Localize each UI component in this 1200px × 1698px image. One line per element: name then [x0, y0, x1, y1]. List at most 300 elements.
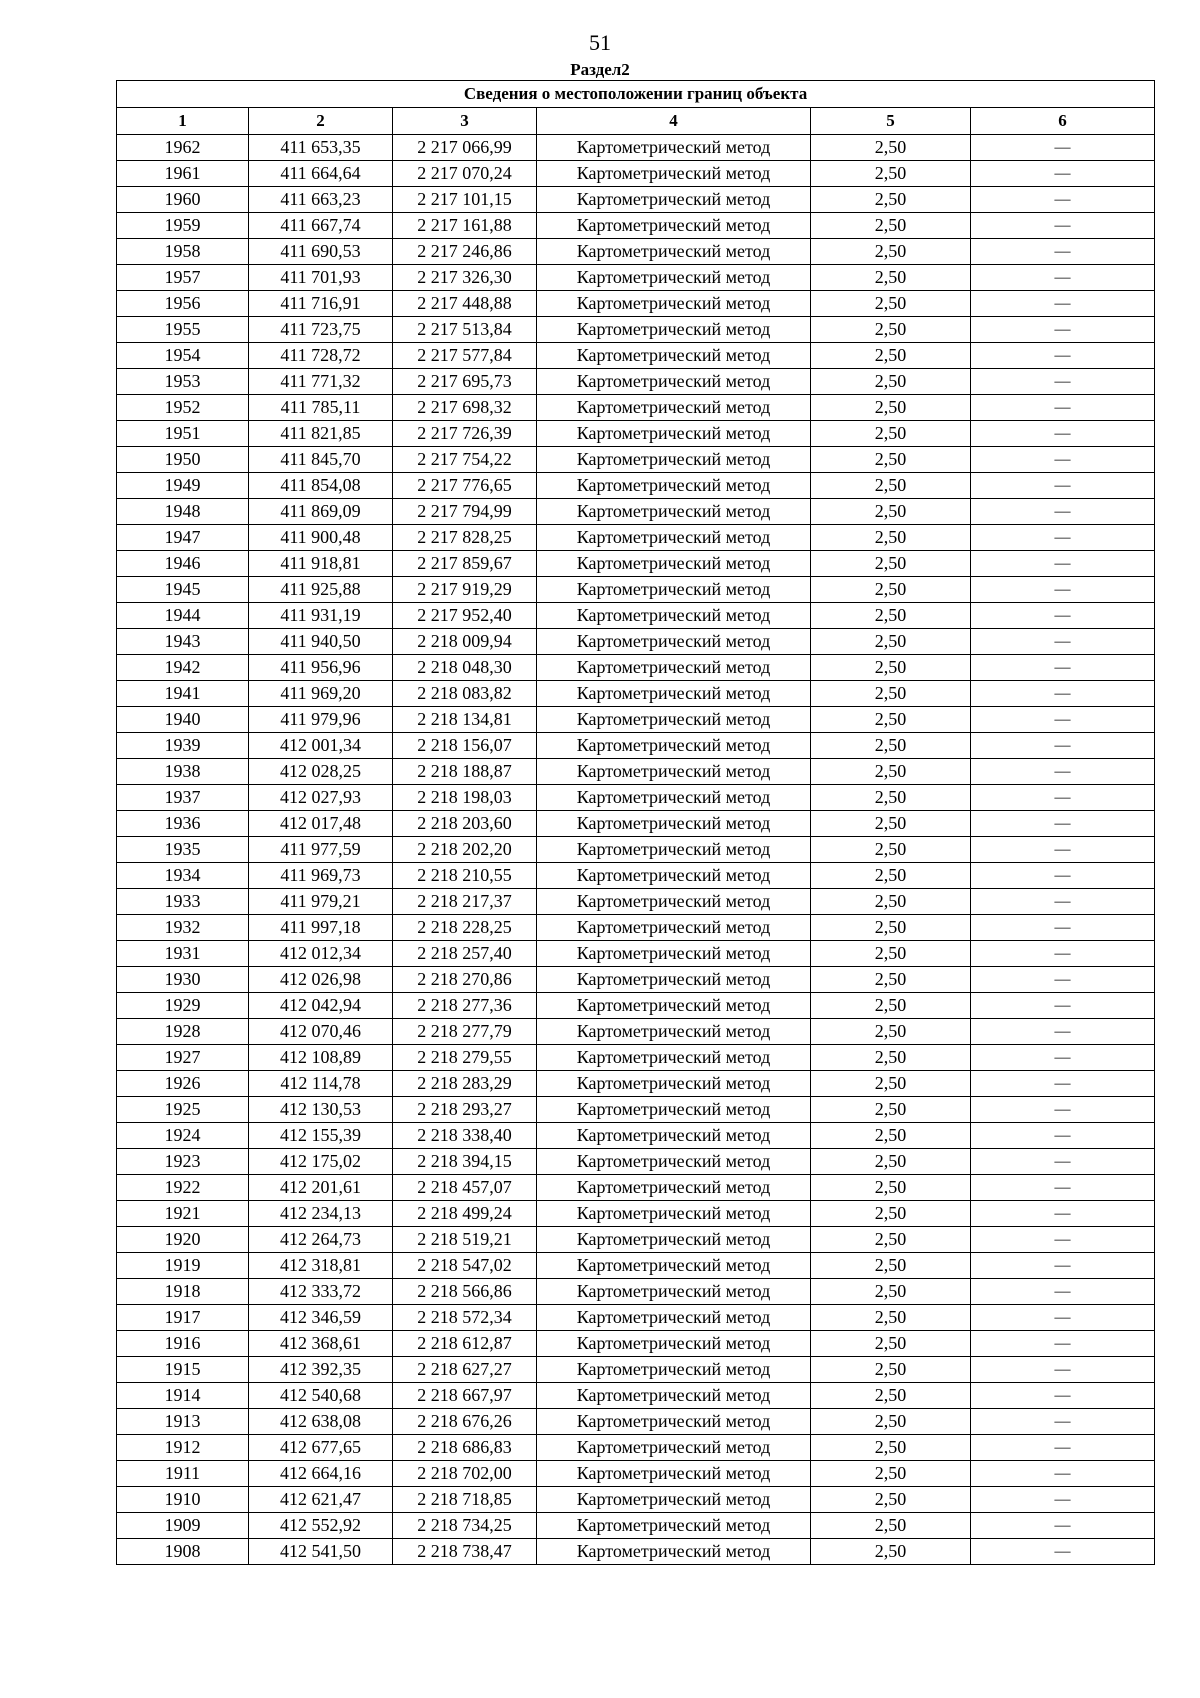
x-coordinate-cell: 411 821,85 — [249, 421, 393, 447]
method-cell: Картометрический метод — [537, 889, 811, 915]
y-coordinate-cell: 2 218 277,36 — [393, 993, 537, 1019]
description-cell: — — [971, 759, 1155, 785]
description-cell: — — [971, 135, 1155, 161]
point-number-cell: 1929 — [117, 993, 249, 1019]
y-coordinate-cell: 2 218 702,00 — [393, 1461, 537, 1487]
x-coordinate-cell: 411 977,59 — [249, 837, 393, 863]
y-coordinate-cell: 2 218 676,26 — [393, 1409, 537, 1435]
method-cell: Картометрический метод — [537, 1201, 811, 1227]
description-cell: — — [971, 1253, 1155, 1279]
table-row — [117, 889, 1155, 915]
point-number-cell: 1959 — [117, 213, 249, 239]
description-cell: — — [971, 577, 1155, 603]
y-coordinate-cell: 2 217 448,88 — [393, 291, 537, 317]
y-coordinate-cell: 2 218 277,79 — [393, 1019, 537, 1045]
accuracy-cell: 2,50 — [811, 1045, 971, 1071]
description-cell: — — [971, 369, 1155, 395]
x-coordinate-cell: 412 552,92 — [249, 1513, 393, 1539]
y-coordinate-cell: 2 218 083,82 — [393, 681, 537, 707]
table-row — [117, 369, 1155, 395]
x-coordinate-cell: 411 997,18 — [249, 915, 393, 941]
x-coordinate-cell: 412 175,02 — [249, 1149, 393, 1175]
method-cell: Картометрический метод — [537, 239, 811, 265]
x-coordinate-cell: 412 028,25 — [249, 759, 393, 785]
accuracy-cell: 2,50 — [811, 1487, 971, 1513]
table-row — [117, 499, 1155, 525]
method-cell: Картометрический метод — [537, 473, 811, 499]
method-cell: Картометрический метод — [537, 525, 811, 551]
table-row — [117, 1097, 1155, 1123]
description-cell: — — [971, 1149, 1155, 1175]
description-cell: — — [971, 551, 1155, 577]
point-number-cell: 1928 — [117, 1019, 249, 1045]
x-coordinate-cell: 412 664,16 — [249, 1461, 393, 1487]
point-number-cell: 1940 — [117, 707, 249, 733]
point-number-cell: 1949 — [117, 473, 249, 499]
x-coordinate-cell: 412 392,35 — [249, 1357, 393, 1383]
accuracy-cell: 2,50 — [811, 291, 971, 317]
table-row — [117, 1487, 1155, 1513]
section-title: Раздел2 — [570, 60, 630, 79]
table-row — [117, 1539, 1155, 1565]
method-cell: Картометрический метод — [537, 785, 811, 811]
x-coordinate-cell: 412 677,65 — [249, 1435, 393, 1461]
point-number-cell: 1935 — [117, 837, 249, 863]
accuracy-cell: 2,50 — [811, 473, 971, 499]
y-coordinate-cell: 2 217 161,88 — [393, 213, 537, 239]
description-cell: — — [971, 785, 1155, 811]
method-cell: Картометрический метод — [537, 759, 811, 785]
point-number-cell: 1960 — [117, 187, 249, 213]
point-number-cell: 1918 — [117, 1279, 249, 1305]
x-coordinate-cell: 412 155,39 — [249, 1123, 393, 1149]
y-coordinate-cell: 2 217 695,73 — [393, 369, 537, 395]
x-coordinate-cell: 412 621,47 — [249, 1487, 393, 1513]
y-coordinate-cell: 2 218 293,27 — [393, 1097, 537, 1123]
accuracy-cell: 2,50 — [811, 1071, 971, 1097]
accuracy-cell: 2,50 — [811, 1513, 971, 1539]
table-row — [117, 343, 1155, 369]
x-coordinate-cell: 411 956,96 — [249, 655, 393, 681]
method-cell: Картометрический метод — [537, 733, 811, 759]
method-cell: Картометрический метод — [537, 343, 811, 369]
y-coordinate-cell: 2 218 572,34 — [393, 1305, 537, 1331]
accuracy-cell: 2,50 — [811, 395, 971, 421]
description-cell: — — [971, 473, 1155, 499]
x-coordinate-cell: 411 653,35 — [249, 135, 393, 161]
accuracy-cell: 2,50 — [811, 681, 971, 707]
accuracy-cell: 2,50 — [811, 577, 971, 603]
column-number: 2 — [249, 108, 393, 135]
x-coordinate-cell: 411 716,91 — [249, 291, 393, 317]
accuracy-cell: 2,50 — [811, 1305, 971, 1331]
description-cell: — — [971, 1019, 1155, 1045]
accuracy-cell: 2,50 — [811, 1227, 971, 1253]
accuracy-cell: 2,50 — [811, 1123, 971, 1149]
method-cell: Картометрический метод — [537, 1045, 811, 1071]
point-number-cell: 1952 — [117, 395, 249, 421]
accuracy-cell: 2,50 — [811, 239, 971, 265]
table-row — [117, 551, 1155, 577]
y-coordinate-cell: 2 217 246,86 — [393, 239, 537, 265]
y-coordinate-cell: 2 217 070,24 — [393, 161, 537, 187]
description-cell: — — [971, 187, 1155, 213]
table-row — [117, 1435, 1155, 1461]
x-coordinate-cell: 411 723,75 — [249, 317, 393, 343]
x-coordinate-cell: 411 969,20 — [249, 681, 393, 707]
accuracy-cell: 2,50 — [811, 967, 971, 993]
y-coordinate-cell: 2 217 776,65 — [393, 473, 537, 499]
method-cell: Картометрический метод — [537, 1279, 811, 1305]
accuracy-cell: 2,50 — [811, 759, 971, 785]
y-coordinate-cell: 2 218 499,24 — [393, 1201, 537, 1227]
x-coordinate-cell: 411 918,81 — [249, 551, 393, 577]
point-number-cell: 1957 — [117, 265, 249, 291]
y-coordinate-cell: 2 218 217,37 — [393, 889, 537, 915]
table-row — [117, 733, 1155, 759]
y-coordinate-cell: 2 218 202,20 — [393, 837, 537, 863]
method-cell: Картометрический метод — [537, 967, 811, 993]
method-cell: Картометрический метод — [537, 1071, 811, 1097]
accuracy-cell: 2,50 — [811, 915, 971, 941]
table-row — [117, 1253, 1155, 1279]
table-row — [117, 1383, 1155, 1409]
y-coordinate-cell: 2 218 612,87 — [393, 1331, 537, 1357]
point-number-cell: 1948 — [117, 499, 249, 525]
point-number-cell: 1914 — [117, 1383, 249, 1409]
accuracy-cell: 2,50 — [811, 1019, 971, 1045]
method-cell: Картометрический метод — [537, 915, 811, 941]
method-cell: Картометрический метод — [537, 1487, 811, 1513]
x-coordinate-cell: 412 017,48 — [249, 811, 393, 837]
x-coordinate-cell: 412 346,59 — [249, 1305, 393, 1331]
accuracy-cell: 2,50 — [811, 733, 971, 759]
description-cell: — — [971, 1175, 1155, 1201]
point-number-cell: 1909 — [117, 1513, 249, 1539]
description-cell: — — [971, 993, 1155, 1019]
y-coordinate-cell: 2 218 738,47 — [393, 1539, 537, 1565]
method-cell: Картометрический метод — [537, 1019, 811, 1045]
description-cell: — — [971, 1331, 1155, 1357]
accuracy-cell: 2,50 — [811, 1175, 971, 1201]
description-cell: — — [971, 1305, 1155, 1331]
accuracy-cell: 2,50 — [811, 1097, 971, 1123]
accuracy-cell: 2,50 — [811, 1383, 971, 1409]
table-row — [117, 915, 1155, 941]
point-number-cell: 1954 — [117, 343, 249, 369]
method-cell: Картометрический метод — [537, 1227, 811, 1253]
accuracy-cell: 2,50 — [811, 265, 971, 291]
description-cell: — — [971, 421, 1155, 447]
description-cell: — — [971, 317, 1155, 343]
table-row — [117, 161, 1155, 187]
table-row — [117, 577, 1155, 603]
accuracy-cell: 2,50 — [811, 1149, 971, 1175]
point-number-cell: 1956 — [117, 291, 249, 317]
x-coordinate-cell: 411 664,64 — [249, 161, 393, 187]
table-row — [117, 1201, 1155, 1227]
accuracy-cell: 2,50 — [811, 135, 971, 161]
x-coordinate-cell: 412 264,73 — [249, 1227, 393, 1253]
description-cell: — — [971, 1435, 1155, 1461]
description-cell: — — [971, 655, 1155, 681]
accuracy-cell: 2,50 — [811, 837, 971, 863]
table-row — [117, 473, 1155, 499]
point-number-cell: 1933 — [117, 889, 249, 915]
column-number: 3 — [393, 108, 537, 135]
accuracy-cell: 2,50 — [811, 447, 971, 473]
description-cell: — — [971, 1201, 1155, 1227]
table-row — [117, 785, 1155, 811]
boundary-table — [116, 80, 1155, 1565]
x-coordinate-cell: 411 969,73 — [249, 863, 393, 889]
description-cell: — — [971, 1461, 1155, 1487]
point-number-cell: 1910 — [117, 1487, 249, 1513]
y-coordinate-cell: 2 217 513,84 — [393, 317, 537, 343]
description-cell: — — [971, 525, 1155, 551]
column-number: 6 — [971, 108, 1155, 135]
table-row — [117, 1019, 1155, 1045]
description-cell: — — [971, 343, 1155, 369]
accuracy-cell: 2,50 — [811, 863, 971, 889]
x-coordinate-cell: 411 785,11 — [249, 395, 393, 421]
description-cell: — — [971, 499, 1155, 525]
x-coordinate-cell: 411 690,53 — [249, 239, 393, 265]
accuracy-cell: 2,50 — [811, 161, 971, 187]
point-number-cell: 1931 — [117, 941, 249, 967]
point-number-cell: 1947 — [117, 525, 249, 551]
description-cell: — — [971, 1487, 1155, 1513]
y-coordinate-cell: 2 218 547,02 — [393, 1253, 537, 1279]
table-row — [117, 941, 1155, 967]
point-number-cell: 1938 — [117, 759, 249, 785]
y-coordinate-cell: 2 218 394,15 — [393, 1149, 537, 1175]
y-coordinate-cell: 2 218 228,25 — [393, 915, 537, 941]
x-coordinate-cell: 411 979,96 — [249, 707, 393, 733]
method-cell: Картометрический метод — [537, 1461, 811, 1487]
x-coordinate-cell: 411 663,23 — [249, 187, 393, 213]
y-coordinate-cell: 2 217 919,29 — [393, 577, 537, 603]
point-number-cell: 1958 — [117, 239, 249, 265]
x-coordinate-cell: 411 771,32 — [249, 369, 393, 395]
x-coordinate-cell: 412 201,61 — [249, 1175, 393, 1201]
y-coordinate-cell: 2 218 257,40 — [393, 941, 537, 967]
y-coordinate-cell: 2 217 859,67 — [393, 551, 537, 577]
x-coordinate-cell: 411 931,19 — [249, 603, 393, 629]
description-cell: — — [971, 707, 1155, 733]
description-cell: — — [971, 1513, 1155, 1539]
y-coordinate-cell: 2 218 198,03 — [393, 785, 537, 811]
x-coordinate-cell: 412 070,46 — [249, 1019, 393, 1045]
table-row — [117, 447, 1155, 473]
y-coordinate-cell: 2 218 156,07 — [393, 733, 537, 759]
point-number-cell: 1943 — [117, 629, 249, 655]
accuracy-cell: 2,50 — [811, 317, 971, 343]
method-cell: Картометрический метод — [537, 603, 811, 629]
method-cell: Картометрический метод — [537, 317, 811, 343]
method-cell: Картометрический метод — [537, 369, 811, 395]
description-cell: — — [971, 161, 1155, 187]
method-cell: Картометрический метод — [537, 863, 811, 889]
table-row — [117, 395, 1155, 421]
point-number-cell: 1911 — [117, 1461, 249, 1487]
y-coordinate-cell: 2 218 338,40 — [393, 1123, 537, 1149]
table-row — [117, 863, 1155, 889]
table-row — [117, 759, 1155, 785]
point-number-cell: 1944 — [117, 603, 249, 629]
point-number-cell: 1962 — [117, 135, 249, 161]
x-coordinate-cell: 411 900,48 — [249, 525, 393, 551]
y-coordinate-cell: 2 218 270,86 — [393, 967, 537, 993]
accuracy-cell: 2,50 — [811, 1461, 971, 1487]
x-coordinate-cell: 412 333,72 — [249, 1279, 393, 1305]
description-cell: — — [971, 863, 1155, 889]
method-cell: Картометрический метод — [537, 707, 811, 733]
x-coordinate-cell: 411 845,70 — [249, 447, 393, 473]
method-cell: Картометрический метод — [537, 1513, 811, 1539]
y-coordinate-cell: 2 218 457,07 — [393, 1175, 537, 1201]
table-row — [117, 213, 1155, 239]
y-coordinate-cell: 2 218 627,27 — [393, 1357, 537, 1383]
point-number-cell: 1953 — [117, 369, 249, 395]
y-coordinate-cell: 2 217 326,30 — [393, 265, 537, 291]
point-number-cell: 1908 — [117, 1539, 249, 1565]
table-body — [117, 135, 1155, 1565]
table-row — [117, 187, 1155, 213]
method-cell: Картометрический метод — [537, 135, 811, 161]
table-row — [117, 1045, 1155, 1071]
table-row — [117, 1279, 1155, 1305]
table-row — [117, 811, 1155, 837]
column-number: 1 — [117, 108, 249, 135]
table-row — [117, 837, 1155, 863]
x-coordinate-cell: 411 854,08 — [249, 473, 393, 499]
description-cell: — — [971, 1409, 1155, 1435]
method-cell: Картометрический метод — [537, 1305, 811, 1331]
method-cell: Картометрический метод — [537, 629, 811, 655]
method-cell: Картометрический метод — [537, 1253, 811, 1279]
point-number-cell: 1936 — [117, 811, 249, 837]
description-cell: — — [971, 395, 1155, 421]
method-cell: Картометрический метод — [537, 1097, 811, 1123]
point-number-cell: 1945 — [117, 577, 249, 603]
page-number: 51 — [589, 30, 611, 55]
y-coordinate-cell: 2 218 734,25 — [393, 1513, 537, 1539]
point-number-cell: 1934 — [117, 863, 249, 889]
x-coordinate-cell: 412 368,61 — [249, 1331, 393, 1357]
point-number-cell: 1946 — [117, 551, 249, 577]
description-cell: — — [971, 1279, 1155, 1305]
table-row — [117, 1409, 1155, 1435]
method-cell: Картометрический метод — [537, 395, 811, 421]
accuracy-cell: 2,50 — [811, 993, 971, 1019]
y-coordinate-cell: 2 218 210,55 — [393, 863, 537, 889]
table-row — [117, 421, 1155, 447]
accuracy-cell: 2,50 — [811, 941, 971, 967]
x-coordinate-cell: 412 012,34 — [249, 941, 393, 967]
table-row — [117, 603, 1155, 629]
table-row — [117, 1123, 1155, 1149]
y-coordinate-cell: 2 217 794,99 — [393, 499, 537, 525]
accuracy-cell: 2,50 — [811, 421, 971, 447]
accuracy-cell: 2,50 — [811, 551, 971, 577]
description-cell: — — [971, 1227, 1155, 1253]
y-coordinate-cell: 2 218 566,86 — [393, 1279, 537, 1305]
method-cell: Картометрический метод — [537, 213, 811, 239]
description-cell: — — [971, 1045, 1155, 1071]
point-number-cell: 1927 — [117, 1045, 249, 1071]
accuracy-cell: 2,50 — [811, 629, 971, 655]
table-row — [117, 1331, 1155, 1357]
column-number: 5 — [811, 108, 971, 135]
table-row — [117, 1071, 1155, 1097]
description-cell: — — [971, 291, 1155, 317]
y-coordinate-cell: 2 217 066,99 — [393, 135, 537, 161]
y-coordinate-cell: 2 217 828,25 — [393, 525, 537, 551]
accuracy-cell: 2,50 — [811, 655, 971, 681]
point-number-cell: 1961 — [117, 161, 249, 187]
description-cell: — — [971, 811, 1155, 837]
table-row — [117, 967, 1155, 993]
point-number-cell: 1923 — [117, 1149, 249, 1175]
y-coordinate-cell: 2 217 754,22 — [393, 447, 537, 473]
method-cell: Картометрический метод — [537, 1409, 811, 1435]
method-cell: Картометрический метод — [537, 447, 811, 473]
description-cell: — — [971, 447, 1155, 473]
accuracy-cell: 2,50 — [811, 1539, 971, 1565]
method-cell: Картометрический метод — [537, 551, 811, 577]
x-coordinate-cell: 412 026,98 — [249, 967, 393, 993]
y-coordinate-cell: 2 218 667,97 — [393, 1383, 537, 1409]
x-coordinate-cell: 411 940,50 — [249, 629, 393, 655]
table-row — [117, 317, 1155, 343]
method-cell: Картометрический метод — [537, 161, 811, 187]
point-number-cell: 1951 — [117, 421, 249, 447]
description-cell: — — [971, 629, 1155, 655]
table-row — [117, 993, 1155, 1019]
y-coordinate-cell: 2 218 718,85 — [393, 1487, 537, 1513]
description-cell: — — [971, 941, 1155, 967]
table-row — [117, 1227, 1155, 1253]
point-number-cell: 1917 — [117, 1305, 249, 1331]
point-number-cell: 1922 — [117, 1175, 249, 1201]
y-coordinate-cell: 2 218 134,81 — [393, 707, 537, 733]
table-row — [117, 1513, 1155, 1539]
point-number-cell: 1942 — [117, 655, 249, 681]
x-coordinate-cell: 411 869,09 — [249, 499, 393, 525]
y-coordinate-cell: 2 218 203,60 — [393, 811, 537, 837]
accuracy-cell: 2,50 — [811, 1409, 971, 1435]
table-row — [117, 135, 1155, 161]
method-cell: Картометрический метод — [537, 1357, 811, 1383]
table-row — [117, 681, 1155, 707]
point-number-cell: 1916 — [117, 1331, 249, 1357]
table-row — [117, 707, 1155, 733]
x-coordinate-cell: 412 108,89 — [249, 1045, 393, 1071]
description-cell: — — [971, 1071, 1155, 1097]
table-caption: Сведения о местоположении границ объекта — [117, 81, 1155, 108]
accuracy-cell: 2,50 — [811, 1253, 971, 1279]
method-cell: Картометрический метод — [537, 499, 811, 525]
x-coordinate-cell: 411 925,88 — [249, 577, 393, 603]
table-row — [117, 239, 1155, 265]
accuracy-cell: 2,50 — [811, 1201, 971, 1227]
x-coordinate-cell: 411 728,72 — [249, 343, 393, 369]
table-row — [117, 265, 1155, 291]
table-row — [117, 629, 1155, 655]
accuracy-cell: 2,50 — [811, 889, 971, 915]
y-coordinate-cell: 2 217 952,40 — [393, 603, 537, 629]
